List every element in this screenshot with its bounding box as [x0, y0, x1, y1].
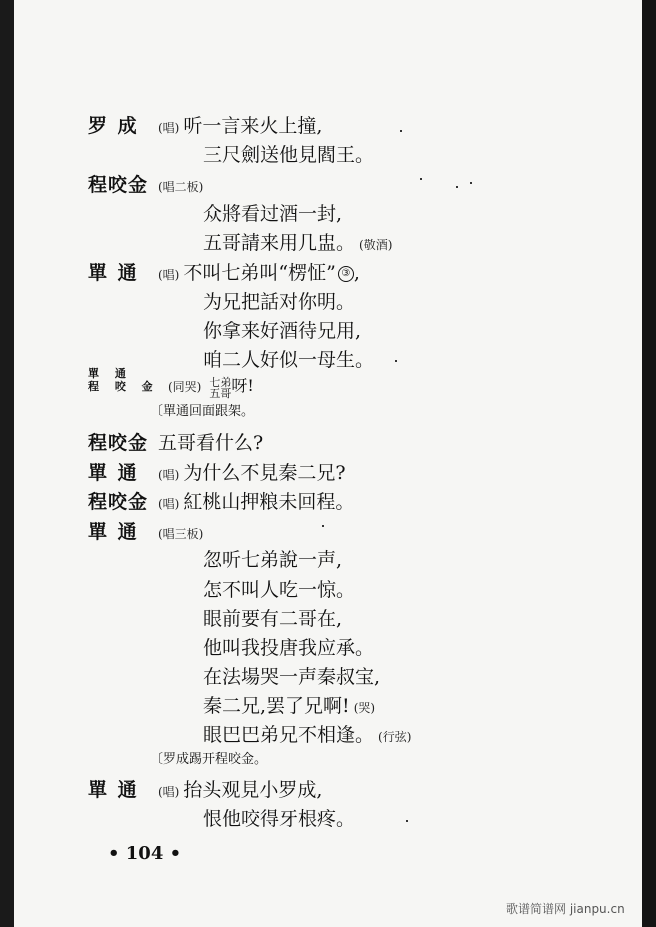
line-text: 怎不叫人吃一惊。: [203, 579, 356, 601]
script-line: [88, 317, 361, 345]
script-line: [88, 141, 374, 169]
line-text: 三尺劍送他見閻王。: [203, 144, 375, 166]
line-text: 你拿来好酒待兄用,: [203, 320, 362, 342]
line-text: 紅桃山押粮未回程。: [183, 491, 355, 513]
scan-speck: [322, 525, 324, 527]
script-line: [88, 776, 322, 804]
script-line: [88, 605, 342, 633]
script-line: [88, 112, 322, 140]
script-line: [88, 634, 374, 662]
speaker-name: 程 咬 金: [88, 380, 159, 393]
stage-cue: (唱): [158, 497, 180, 511]
speaker-name: 單 通: [88, 779, 139, 801]
stacked-bottom: 五哥: [209, 386, 232, 400]
line-text: 秦二兄,罢了兄啊!: [203, 695, 350, 717]
script-line: [88, 259, 360, 287]
line-text: 眼前要有二哥在,: [203, 608, 343, 630]
footnote-marker: ③: [338, 266, 354, 282]
stage-direction: 〔單通回面跟架。: [150, 404, 255, 419]
stacked-words: [209, 377, 231, 399]
stage-cue: (唱): [158, 268, 180, 282]
speaker-name: 單 通: [88, 462, 139, 484]
scan-speck: [406, 820, 408, 822]
line-tail: 呀!: [231, 376, 254, 395]
script-line: [88, 429, 263, 457]
line-text: 听一言来火上撞,: [183, 115, 323, 137]
paired-speakers: [88, 367, 168, 399]
speaker-name: 單 通: [88, 367, 132, 380]
line-text: 众將看过酒一封,: [203, 203, 343, 225]
line-text: 五哥請来用几盅。: [203, 232, 356, 254]
scan-speck: [456, 186, 458, 188]
script-line: [88, 288, 355, 316]
speaker-name: 單 通: [88, 262, 139, 284]
speaker-name: 罗 成: [88, 115, 139, 137]
line-text: 为兄把話对你明。: [203, 291, 356, 313]
line-text: 恨他咬得牙根疼。: [203, 808, 356, 830]
scan-edge: [642, 0, 656, 927]
line-text: 在法場哭一声秦叔宝,: [203, 666, 381, 688]
stage-cue: (唱二板): [158, 180, 204, 194]
script-line: [88, 229, 396, 257]
script-line: [88, 721, 415, 749]
scan-speck: [400, 130, 402, 132]
script-line: [88, 805, 355, 833]
script-line: [88, 692, 379, 720]
script-line: [88, 488, 354, 516]
script-line: [88, 459, 346, 487]
stage-cue: (唱): [158, 785, 180, 799]
site-watermark: 歌谱简谱网 jianpu.cn: [506, 902, 625, 916]
stage-note: (行弦): [378, 730, 412, 744]
script-line: [88, 576, 355, 604]
scan-speck: [395, 360, 397, 362]
stage-note: (哭): [353, 701, 376, 715]
line-text: 咱二人好似一母生。: [203, 349, 375, 371]
paired-line: [168, 372, 254, 400]
stage-cue: (同哭): [168, 380, 202, 394]
stage-cue: (唱): [158, 468, 180, 482]
stage-cue: (唱三板): [158, 527, 204, 541]
scan-speck: [470, 182, 472, 184]
speaker-name: 程咬金: [88, 491, 149, 513]
speaker-name: 單 通: [88, 521, 139, 543]
line-text: 眼巴巴弟兄不相逢。: [203, 724, 375, 746]
stage-cue: (唱): [158, 121, 180, 135]
line-text: 他叫我投唐我应承。: [203, 637, 375, 659]
script-line: [88, 663, 380, 691]
line-text: 为什么不見秦二兄?: [183, 462, 346, 484]
script-line: [88, 171, 207, 199]
stage-direction: 〔罗成踢开程咬金。: [150, 752, 268, 767]
line-text: 五哥看什么?: [158, 432, 264, 454]
script-line: [88, 546, 342, 574]
line-tail: ,: [353, 262, 360, 284]
line-text: 不叫七弟叫“楞怔”: [183, 262, 336, 284]
speaker-name: 程咬金: [88, 174, 149, 196]
line-text: 忽听七弟說一声,: [203, 549, 343, 571]
line-text: 抬头观見小罗成,: [183, 779, 323, 801]
script-line: [88, 518, 207, 546]
page-number: • 104 •: [108, 843, 182, 864]
script-line: [88, 200, 342, 228]
stacked-top: 七弟: [209, 375, 232, 389]
stage-note: (敬酒): [359, 238, 393, 252]
scan-speck: [420, 178, 422, 180]
speaker-name: 程咬金: [88, 432, 149, 454]
